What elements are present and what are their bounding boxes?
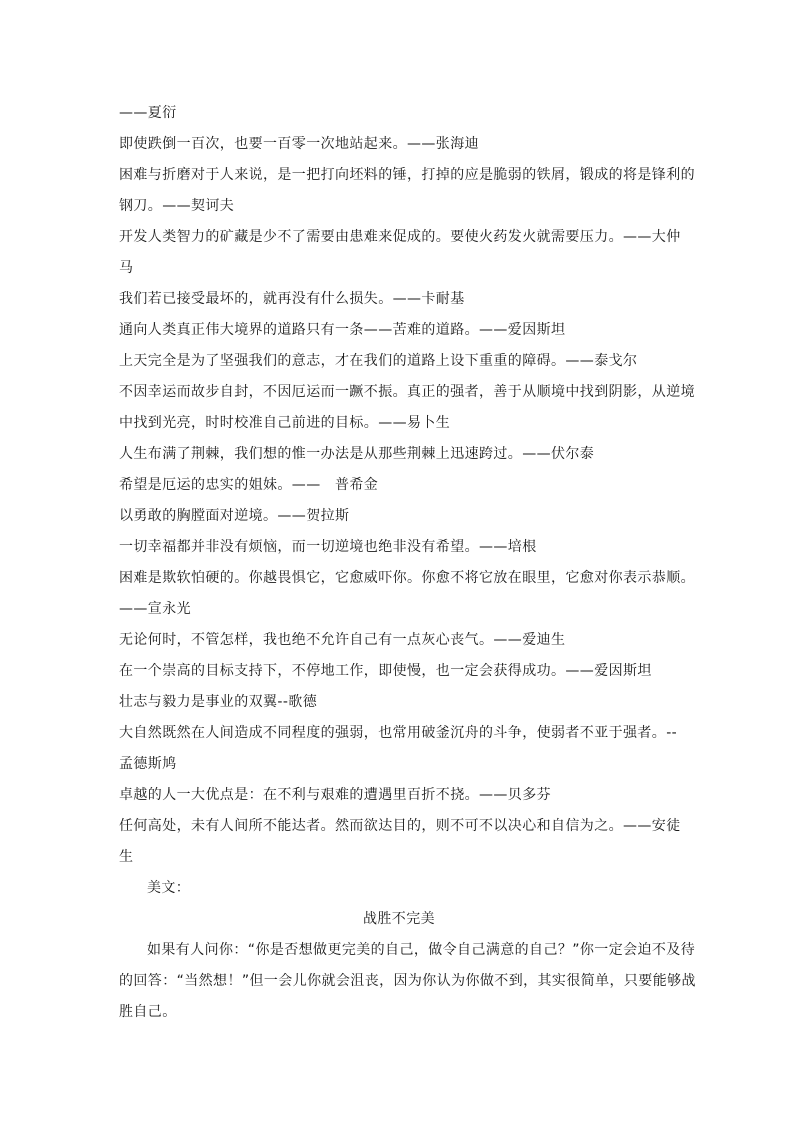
essay-paragraph-line: 胜自己。 [119, 1004, 177, 1020]
quote-line: 钢刀。——契诃夫 [119, 198, 235, 214]
quote-line: 一切幸福都并非没有烦恼，而一切逆境也绝非没有希望。——培根 [119, 539, 537, 555]
essay-title: 战胜不完美 [363, 911, 435, 927]
quote-line: 即使跌倒一百次，也要一百零一次地站起来。——张海迪 [119, 136, 479, 152]
quote-line: 任何高处，未有人间所不能达者。然而欲达目的，则不可不以决心和自信为之。——安徒 [119, 818, 681, 834]
quote-line: 以勇敢的胸膛面对逆境。——贺拉斯 [119, 508, 350, 524]
quote-line: 我们若已接受最坏的，就再没有什么损失。——卡耐基 [119, 291, 465, 307]
quote-line: 困难与折磨对于人来说，是一把打向坯料的锤，打掉的应是脆弱的铁屑，锻成的将是锋利的 [119, 167, 695, 183]
quote-line: 孟德斯鸠 [119, 756, 177, 772]
quote-line: 开发人类智力的矿藏是少不了需要由患难来促成的。要使火药发火就需要压力。——大仲 [119, 229, 681, 245]
quote-line: 通向人类真正伟大境界的道路只有一条——苦难的道路。——爱因斯坦 [119, 322, 566, 338]
quote-line: ——夏衍 [119, 105, 177, 121]
quote-line: 希望是厄运的忠实的姐妹。—— 普希金 [119, 477, 379, 493]
document-page [119, 98, 696, 1028]
section-label: 美文： [147, 880, 191, 896]
quote-line: 马 [119, 260, 134, 276]
quote-line: 无论何时，不管怎样，我也绝不允许自己有一点灰心丧气。——爱迪生 [119, 632, 566, 648]
quote-line: 卓越的人一大优点是：在不利与艰难的遭遇里百折不挠。——贝多芬 [119, 787, 551, 803]
quote-line: 壮志与毅力是事业的双翼--歌德 [119, 694, 318, 710]
quote-line: 上天完全是为了坚强我们的意志，才在我们的道路上设下重重的障碍。——泰戈尔 [119, 353, 638, 369]
essay-paragraph-line: 如果有人问你：“你是否想做更完美的自己，做令自己满意的自己？”你一定会迫不及待 [147, 942, 696, 958]
quote-line: 中找到光亮，时时校准自己前进的目标。——易卜生 [119, 415, 451, 431]
quote-line: 生 [119, 849, 134, 865]
quote-line: 困难是欺软怕硬的。你越畏惧它，它愈威吓你。你愈不将它放在眼里，它愈对你表示恭顺。 [119, 570, 695, 586]
quote-line: ——宣永光 [119, 601, 191, 617]
quote-line: 大自然既然在人间造成不同程度的强弱，也常用破釜沉舟的斗争，使弱者不亚于强者。-- [119, 725, 678, 741]
quote-line: 人生布满了荆棘，我们想的惟一办法是从那些荆棘上迅速跨过。——伏尔泰 [119, 446, 595, 462]
quote-line: 不因幸运而故步自封，不因厄运而一蹶不振。真正的强者，善于从顺境中找到阴影，从逆境 [119, 384, 695, 400]
quote-line: 在一个崇高的目标支持下，不停地工作，即使慢，也一定会获得成功。——爱因斯坦 [119, 663, 652, 679]
essay-paragraph-line: 的回答：“当然想！”但一会儿你就会沮丧，因为你认为你做不到，其实很简单，只要能够战 [119, 973, 696, 989]
